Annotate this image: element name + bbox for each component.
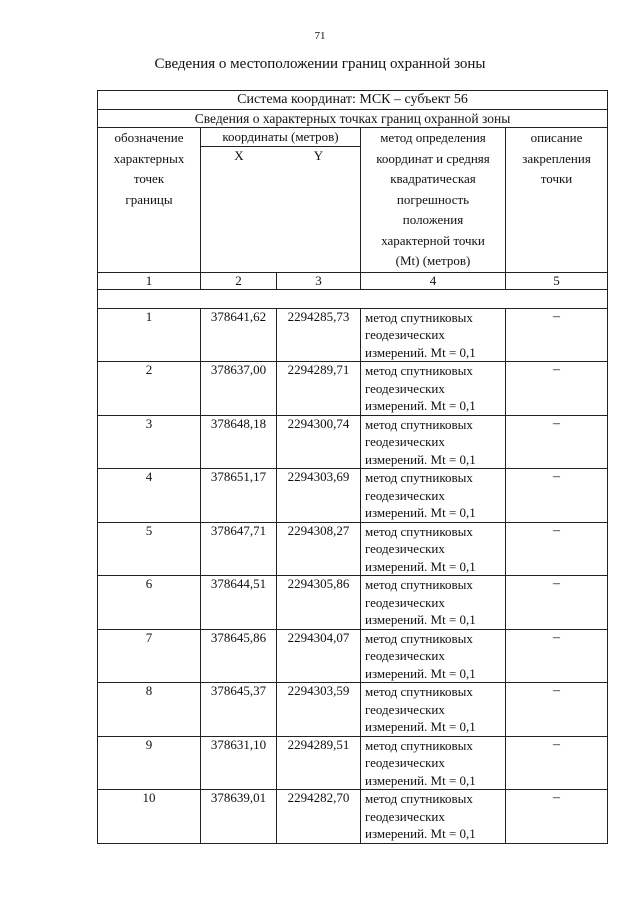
method-cell bbox=[361, 362, 506, 416]
method-line: геодезических bbox=[365, 487, 445, 503]
method-header-line: (Mt) (метров) bbox=[395, 253, 471, 268]
column-number: 4 bbox=[361, 272, 506, 289]
y-coordinate-cell: 2294303,59 bbox=[277, 683, 361, 737]
table-row bbox=[98, 683, 608, 737]
description-cell: – bbox=[506, 469, 608, 523]
y-coordinate-cell: 2294285,73 bbox=[277, 308, 361, 362]
empty-row bbox=[98, 289, 608, 308]
column-number: 1 bbox=[98, 272, 201, 289]
method-header-line: метод определения bbox=[380, 130, 486, 145]
column-header-row bbox=[98, 128, 608, 273]
x-header: X bbox=[234, 148, 244, 163]
coordinate-system-header: Система координат: МСК – субъект 56 bbox=[98, 91, 608, 110]
point-number-cell: 8 bbox=[98, 683, 201, 737]
description-cell: – bbox=[506, 736, 608, 790]
x-coordinate-cell: 378648,18 bbox=[201, 415, 277, 469]
coordinates-header bbox=[201, 128, 361, 273]
coordinates-group-label: координаты (метров) bbox=[201, 128, 360, 147]
coordinate-system-row bbox=[98, 91, 608, 110]
description-cell: – bbox=[506, 415, 608, 469]
x-coordinate-cell: 378639,01 bbox=[201, 790, 277, 844]
description-cell: – bbox=[506, 629, 608, 683]
method-line: геодезических bbox=[365, 380, 445, 396]
method-cell bbox=[361, 415, 506, 469]
description-header-line: точки bbox=[540, 171, 573, 186]
method-header-line: координат и средняя bbox=[376, 150, 490, 166]
column-number: 5 bbox=[506, 272, 608, 289]
method-line: измерений. Mt = 0,1 bbox=[365, 558, 476, 574]
y-coordinate-cell: 2294304,07 bbox=[277, 629, 361, 683]
method-line: измерений. Mt = 0,1 bbox=[365, 398, 476, 413]
x-coordinate-cell: 378641,62 bbox=[201, 308, 277, 362]
method-line: метод спутниковых bbox=[365, 416, 473, 432]
description-cell: – bbox=[506, 308, 608, 362]
x-coordinate-cell: 378644,51 bbox=[201, 576, 277, 630]
point-number-cell: 1 bbox=[98, 308, 201, 362]
y-coordinate-cell: 2294305,86 bbox=[277, 576, 361, 630]
column-number: 3 bbox=[277, 272, 361, 289]
y-coordinate-cell: 2294300,74 bbox=[277, 415, 361, 469]
table-row bbox=[98, 362, 608, 416]
method-header-line: характерной точки bbox=[381, 232, 485, 248]
method-header bbox=[361, 128, 506, 273]
y-coordinate-cell: 2294282,70 bbox=[277, 790, 361, 844]
method-line: измерений. Mt = 0,1 bbox=[365, 772, 476, 788]
method-cell bbox=[361, 469, 506, 523]
method-cell bbox=[361, 629, 506, 683]
point-number-cell: 2 bbox=[98, 362, 201, 416]
designation-header-line: границы bbox=[125, 191, 173, 207]
method-header-line: погрешность bbox=[396, 191, 470, 207]
x-coordinate-cell: 378645,37 bbox=[201, 683, 277, 737]
method-line: метод спутниковых bbox=[365, 684, 473, 699]
method-line: измерений. Mt = 0,1 bbox=[365, 451, 476, 467]
column-numbers-row bbox=[98, 272, 608, 289]
method-line: метод спутниковых bbox=[365, 523, 473, 539]
method-line: измерений. Mt = 0,1 bbox=[365, 719, 476, 734]
method-header-line: положения bbox=[402, 212, 464, 227]
method-cell bbox=[361, 790, 506, 844]
x-coordinate-cell: 378651,17 bbox=[201, 469, 277, 523]
method-cell bbox=[361, 736, 506, 790]
section-row bbox=[98, 110, 608, 128]
designation-header-line: точек bbox=[133, 171, 165, 186]
method-cell bbox=[361, 308, 506, 362]
table-row bbox=[98, 576, 608, 630]
designation-header bbox=[98, 128, 201, 273]
method-line: метод спутниковых bbox=[365, 309, 473, 325]
method-cell bbox=[361, 683, 506, 737]
point-number-cell: 4 bbox=[98, 469, 201, 523]
x-coordinate-cell: 378631,10 bbox=[201, 736, 277, 790]
point-number-cell: 9 bbox=[98, 736, 201, 790]
table-row bbox=[98, 415, 608, 469]
method-line: измерений. Mt = 0,1 bbox=[365, 344, 476, 360]
table-row bbox=[98, 736, 608, 790]
method-line: метод спутниковых bbox=[365, 630, 473, 646]
method-line: измерений. Mt = 0,1 bbox=[365, 826, 476, 841]
method-line: метод спутниковых bbox=[365, 363, 473, 378]
x-coordinate-cell: 378645,86 bbox=[201, 629, 277, 683]
description-header bbox=[506, 128, 608, 273]
table-row bbox=[98, 629, 608, 683]
table-row bbox=[98, 790, 608, 844]
method-cell bbox=[361, 576, 506, 630]
point-number-cell: 7 bbox=[98, 629, 201, 683]
method-line: измерений. Mt = 0,1 bbox=[365, 505, 476, 520]
method-line: геодезических bbox=[365, 808, 445, 824]
method-line: геодезических bbox=[365, 541, 445, 556]
page-number: 71 bbox=[314, 30, 326, 42]
method-cell bbox=[361, 522, 506, 576]
boundary-points-table bbox=[97, 90, 608, 844]
description-cell: – bbox=[506, 522, 608, 576]
point-number-cell: 10 bbox=[98, 790, 201, 844]
method-line: геодезических bbox=[365, 755, 445, 770]
method-line: метод спутниковых bbox=[365, 470, 473, 485]
method-header-line: квадратическая bbox=[390, 171, 476, 186]
method-line: метод спутниковых bbox=[365, 737, 473, 753]
method-line: геодезических bbox=[365, 594, 445, 610]
description-header-line: описание bbox=[530, 130, 583, 145]
table-row bbox=[98, 469, 608, 523]
document-title: Сведения о местоположении границ охранной зоны bbox=[154, 56, 486, 72]
point-number-cell: 5 bbox=[98, 522, 201, 576]
designation-header-line: обозначение bbox=[114, 130, 184, 145]
empty-cell bbox=[98, 289, 608, 308]
method-line: метод спутниковых bbox=[365, 577, 473, 592]
point-number-cell: 3 bbox=[98, 415, 201, 469]
description-header-line: закрепления bbox=[522, 150, 591, 166]
y-header: Y bbox=[313, 148, 324, 163]
table-row bbox=[98, 522, 608, 576]
x-coordinate-cell: 378647,71 bbox=[201, 522, 277, 576]
method-line: измерений. Mt = 0,1 bbox=[365, 612, 476, 627]
description-cell: – bbox=[506, 683, 608, 737]
coordinates-axis-labels bbox=[201, 147, 360, 165]
y-coordinate-cell: 2294303,69 bbox=[277, 469, 361, 523]
method-line: метод спутниковых bbox=[365, 791, 473, 806]
y-coordinate-cell: 2294308,27 bbox=[277, 522, 361, 576]
column-number: 2 bbox=[201, 272, 277, 289]
method-line: измерений. Mt = 0,1 bbox=[365, 665, 476, 681]
description-cell: – bbox=[506, 362, 608, 416]
description-cell: – bbox=[506, 790, 608, 844]
table-row bbox=[98, 308, 608, 362]
y-coordinate-cell: 2294289,51 bbox=[277, 736, 361, 790]
designation-header-line: характерных bbox=[113, 150, 185, 166]
point-number-cell: 6 bbox=[98, 576, 201, 630]
y-coordinate-cell: 2294289,71 bbox=[277, 362, 361, 416]
section-header: Сведения о характерных точках границ охранной зоны bbox=[98, 110, 608, 128]
method-line: геодезических bbox=[365, 327, 445, 342]
method-line: геодезических bbox=[365, 648, 445, 663]
description-cell: – bbox=[506, 576, 608, 630]
method-line: геодезических bbox=[365, 701, 445, 717]
x-coordinate-cell: 378637,00 bbox=[201, 362, 277, 416]
method-line: геодезических bbox=[365, 434, 445, 449]
